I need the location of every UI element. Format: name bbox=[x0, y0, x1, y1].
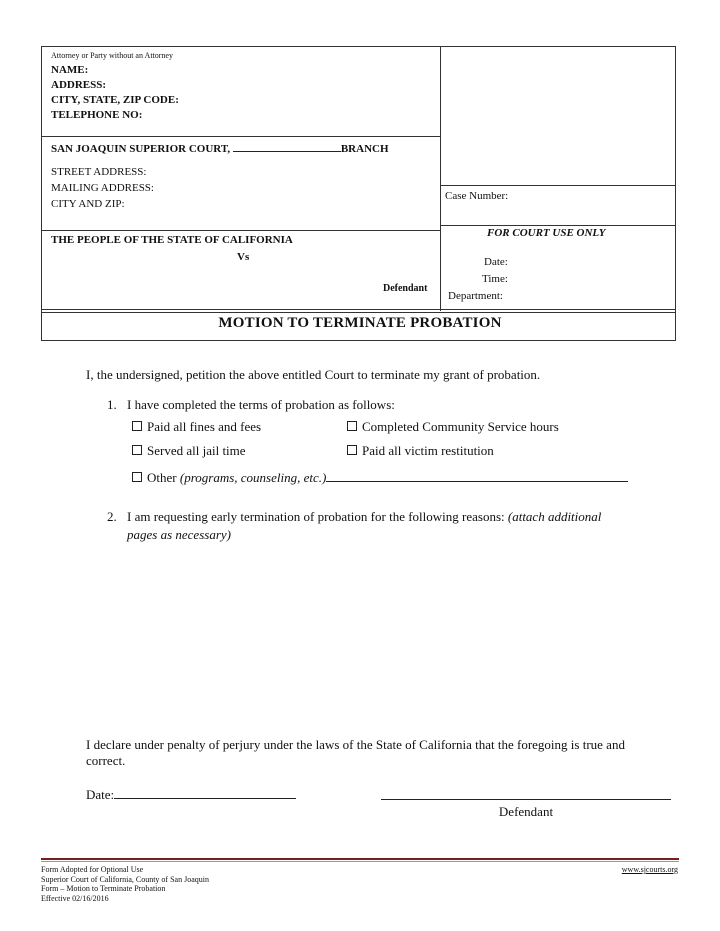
hearing-time-label: Time: bbox=[482, 273, 508, 285]
option-community[interactable] bbox=[347, 419, 559, 435]
community-checkbox[interactable] bbox=[347, 421, 357, 431]
footer-rule-thin bbox=[41, 861, 679, 862]
city-state-zip-label: CITY, STATE, ZIP CODE: bbox=[51, 94, 179, 106]
item2-note-a: (attach additional bbox=[507, 509, 602, 524]
item1-text: I have completed the terms of probation as follows: bbox=[127, 397, 395, 412]
fines-label: Paid all fines and fees bbox=[147, 419, 262, 434]
jail-checkbox[interactable] bbox=[132, 445, 142, 455]
declaration-line2: correct. bbox=[86, 753, 126, 768]
name-label: NAME: bbox=[51, 64, 89, 76]
hearing-date-label: Date: bbox=[484, 256, 508, 268]
jail-label: Served all jail time bbox=[147, 443, 246, 458]
branch-field[interactable] bbox=[233, 141, 341, 152]
signature-label: Defendant bbox=[498, 804, 554, 819]
fines-checkbox[interactable] bbox=[132, 421, 142, 431]
community-label: Completed Community Service hours bbox=[362, 419, 559, 434]
footer-line2: Superior Court of California, County of San Joaquin bbox=[41, 874, 209, 884]
date-field[interactable] bbox=[114, 786, 296, 799]
intro-text: I, the undersigned, petition the above entitled Court to terminate my grant of probation. bbox=[86, 367, 541, 382]
option-fines[interactable] bbox=[132, 419, 261, 435]
court-name bbox=[51, 141, 389, 155]
option-other[interactable] bbox=[132, 469, 628, 486]
city-zip-label: CITY AND ZIP: bbox=[51, 198, 125, 210]
divider-case-top bbox=[440, 185, 676, 186]
option-restitution[interactable] bbox=[347, 443, 494, 459]
divider-title-top2 bbox=[42, 312, 676, 313]
footer-left bbox=[41, 865, 209, 903]
date-label: Date: bbox=[86, 787, 115, 802]
attorney-label: Attorney or Party without an Attorney bbox=[51, 51, 173, 60]
declaration-line1: I declare under penalty of perjury under the laws of the State of California that the foregoing is true and bbox=[86, 737, 625, 752]
form-title: MOTION TO TERMINATE PROBATION bbox=[218, 315, 502, 331]
footer-rule bbox=[41, 858, 679, 860]
divider-title-top bbox=[42, 309, 676, 310]
telephone-label: TELEPHONE NO: bbox=[51, 109, 143, 121]
restitution-checkbox[interactable] bbox=[347, 445, 357, 455]
address-label: ADDRESS: bbox=[51, 79, 107, 91]
other-label: Other bbox=[147, 470, 177, 485]
department-label: Department: bbox=[448, 290, 503, 302]
footer-line4: Effective 02/16/2016 bbox=[41, 893, 109, 903]
column-divider bbox=[440, 47, 441, 311]
mailing-address-label: MAILING ADDRESS: bbox=[51, 182, 154, 194]
court-prefix: SAN JOAQUIN SUPERIOR COURT, bbox=[51, 143, 231, 155]
defendant-caption-label: Defendant bbox=[383, 283, 428, 294]
item2-text bbox=[127, 509, 601, 525]
street-address-label: STREET ADDRESS: bbox=[51, 166, 147, 178]
date-field-row bbox=[86, 786, 296, 803]
footer-line1: Form Adopted for Optional Use bbox=[41, 865, 144, 874]
item2-number: 2. bbox=[107, 509, 117, 524]
case-number-label: Case Number: bbox=[445, 190, 509, 202]
item2-text-main: I am requesting early termination of probation for the following reasons: bbox=[127, 509, 505, 524]
vs-label: Vs bbox=[237, 251, 250, 263]
item2-note-b: pages as necessary) bbox=[127, 527, 231, 542]
signature-line[interactable] bbox=[381, 799, 671, 800]
footer-website[interactable]: www.sjcourts.org bbox=[621, 865, 678, 874]
item1-number: 1. bbox=[107, 397, 117, 412]
restitution-label: Paid all victim restitution bbox=[362, 443, 494, 458]
other-note: (programs, counseling, etc.) bbox=[179, 470, 327, 485]
court-suffix: BRANCH bbox=[340, 143, 389, 155]
option-jail[interactable] bbox=[132, 443, 246, 459]
other-checkbox[interactable] bbox=[132, 472, 142, 482]
divider-case-bottom bbox=[440, 225, 676, 226]
divider-attorney bbox=[42, 136, 440, 137]
other-field[interactable] bbox=[326, 469, 628, 482]
people-label: THE PEOPLE OF THE STATE OF CALIFORNIA bbox=[51, 234, 293, 246]
footer-line3: Form – Motion to Terminate Probation bbox=[41, 884, 166, 893]
divider-court bbox=[42, 230, 440, 231]
court-use-label: FOR COURT USE ONLY bbox=[487, 227, 606, 239]
